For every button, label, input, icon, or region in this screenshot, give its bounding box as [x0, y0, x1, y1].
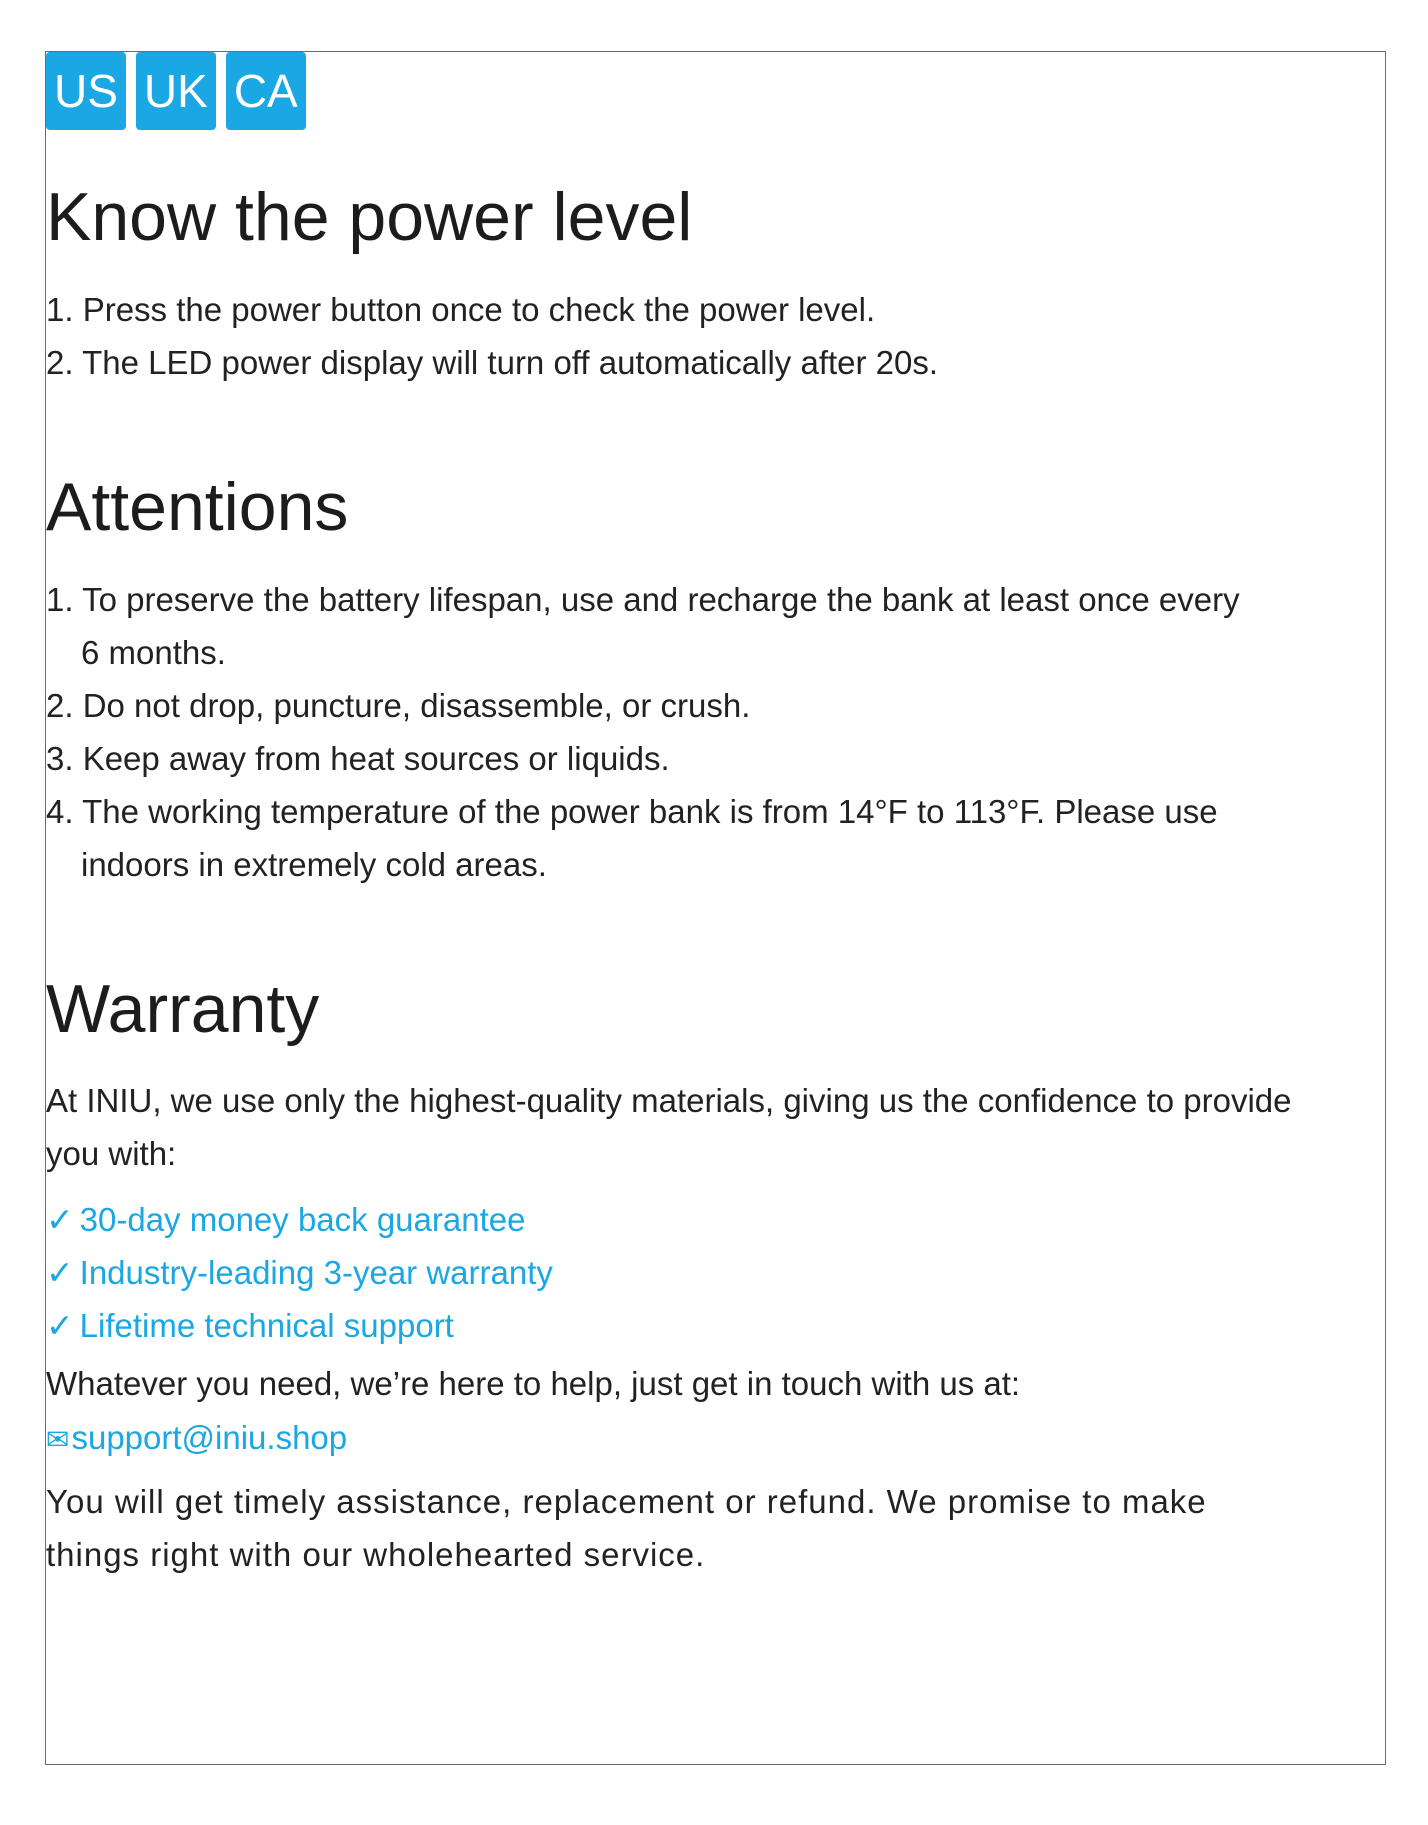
- checkmark-icon: ✓: [46, 1307, 74, 1344]
- benefit-item: [46, 1299, 1386, 1352]
- list-item: 2. The LED power display will turn off automatically after 20s.: [46, 344, 939, 381]
- benefit-label: 30-day money back guarantee: [79, 1201, 526, 1238]
- help-text-line: Whatever you need, we’re here to help, just get in touch with us at:: [46, 1365, 1021, 1402]
- language-tabs: [46, 52, 306, 130]
- tab-us[interactable]: US: [46, 52, 126, 130]
- mail-icon: ✉: [46, 1424, 70, 1455]
- email-row: [46, 1411, 1386, 1466]
- list-item: 4. The working temperature of the power bank is from 14°F to 113°F. Please use: [46, 793, 1218, 830]
- list-item: 1. Press the power button once to check the power level.: [46, 291, 876, 328]
- closing-line: things right with our wholehearted service.: [46, 1536, 706, 1573]
- support-email-link[interactable]: support@iniu.shop: [71, 1419, 348, 1456]
- list-item: 3. Keep away from heat sources or liquids.: [46, 740, 670, 777]
- attentions-list: [46, 573, 1386, 891]
- closing-line: You will get timely assistance, replacement or refund. We promise to make: [46, 1483, 1207, 1520]
- closing-text: [46, 1475, 1386, 1581]
- list-item-continuation: indoors in extremely cold areas.: [81, 846, 547, 883]
- tab-uk[interactable]: UK: [136, 52, 216, 130]
- list-item: 2. Do not drop, puncture, disassemble, or crush.: [46, 687, 751, 724]
- list-item-continuation: 6 months.: [81, 634, 226, 671]
- benefit-label: Lifetime technical support: [79, 1307, 454, 1344]
- warranty-heading: Warranty: [46, 971, 320, 1047]
- tab-ca[interactable]: CA: [226, 52, 306, 130]
- intro-line: you with:: [46, 1135, 177, 1172]
- benefit-item: [46, 1193, 1386, 1246]
- power-level-heading: Know the power level: [46, 179, 693, 255]
- benefits-list: [46, 1193, 1386, 1352]
- checkmark-icon: ✓: [46, 1254, 74, 1291]
- benefit-item: [46, 1246, 1386, 1299]
- attentions-heading: Attentions: [46, 469, 349, 545]
- list-item: 1. To preserve the battery lifespan, use and recharge the bank at least once every: [46, 581, 1240, 618]
- power-level-list: [46, 283, 1386, 389]
- benefit-label: Industry-leading 3-year warranty: [79, 1254, 553, 1291]
- intro-line: At INIU, we use only the highest-quality materials, giving us the confidence to provide: [46, 1082, 1292, 1119]
- warranty-intro: [46, 1074, 1386, 1180]
- help-text: [46, 1357, 1386, 1410]
- checkmark-icon: ✓: [46, 1201, 74, 1238]
